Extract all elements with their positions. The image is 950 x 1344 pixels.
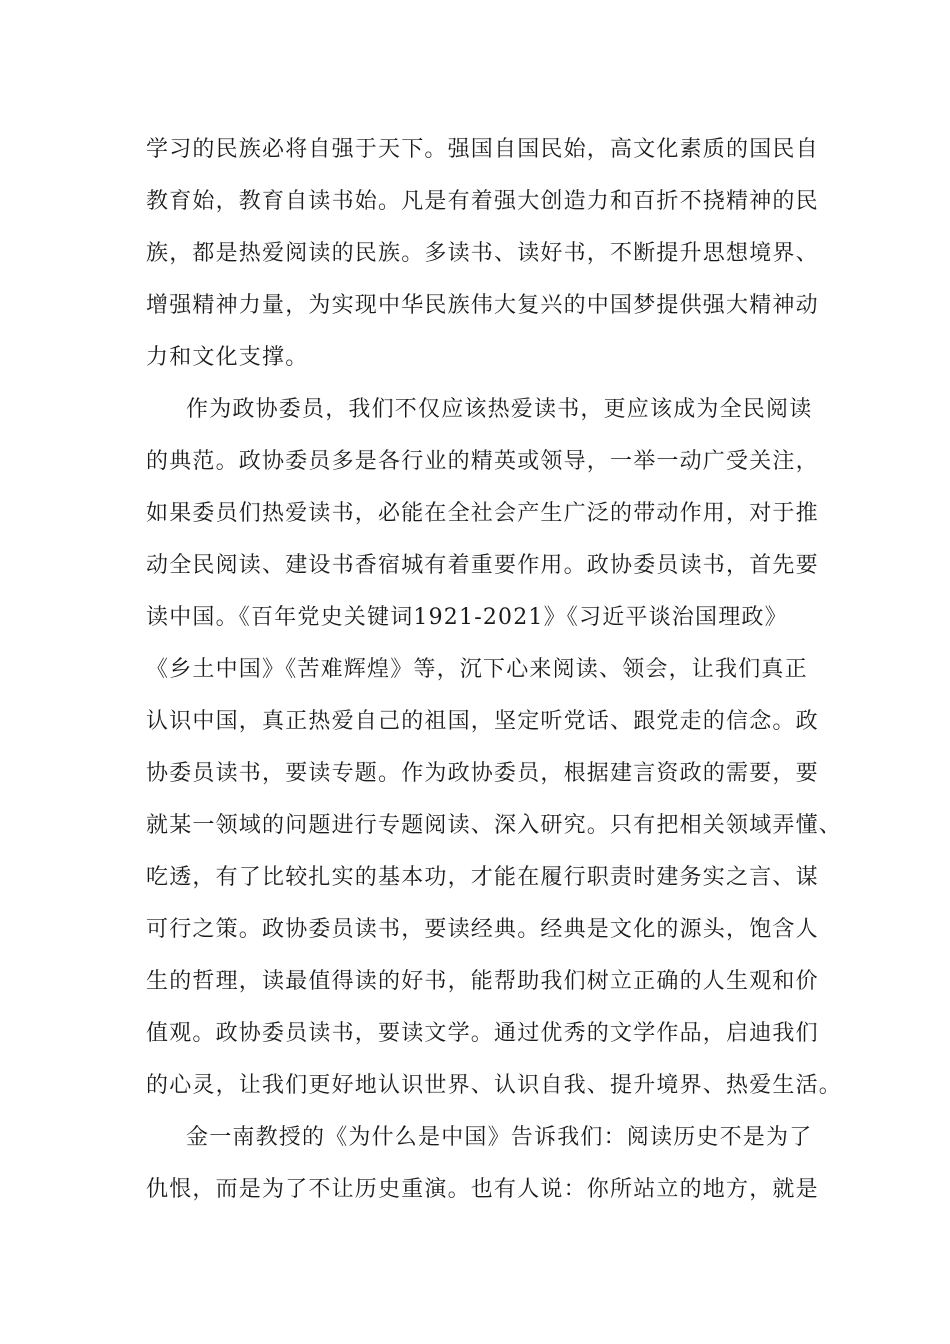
text-line: 生的哲理，读最值得读的好书，能帮助我们树立正确的人生观和价 <box>146 969 819 994</box>
paragraph-start-line: 作为政协委员，我们不仅应该热爱读书，更应该成为全民阅读 <box>186 397 813 422</box>
text-line: 《乡土中国》《苦难辉煌》等，沉下心来阅读、领会，让我们真正 <box>146 657 808 682</box>
text-line: 读中国。《百年党史关键词1921-2021》《习近平谈治国理政》 <box>146 605 788 630</box>
text-line: 动全民阅读、建设书香宿城有着重要作用。政协委员读书，首先要 <box>146 553 819 578</box>
text-line: 吃透，有了比较扎实的基本功，才能在履行职责时建务实之言、谋 <box>146 865 819 890</box>
text-line: 的心灵，让我们更好地认识世界、认识自我、提升境界、热爱生活。 <box>146 1073 843 1098</box>
text-line: 协委员读书，要读专题。作为政协委员，根据建言资政的需要，要 <box>146 761 819 786</box>
paragraph-start-line: 金一南教授的《为什么是中国》告诉我们：阅读历史不是为了 <box>186 1125 813 1150</box>
text-line: 仇恨，而是为了不让历史重演。也有人说：你所站立的地方，就是 <box>146 1177 819 1202</box>
text-line: 力和文化支撑。 <box>146 345 309 370</box>
text-line: 学习的民族必将自强于天下。强国自国民始，高文化素质的国民自 <box>146 137 819 162</box>
text-line: 教育始，教育自读书始。凡是有着强大创造力和百折不挠精神的民 <box>146 189 819 214</box>
text-line: 可行之策。政协委员读书，要读经典。经典是文化的源头，饱含人 <box>146 917 819 942</box>
text-line: 增强精神力量，为实现中华民族伟大复兴的中国梦提供强大精神动 <box>146 293 819 318</box>
text-line: 就某一领域的问题进行专题阅读、深入研究。只有把相关领域弄懂、 <box>146 813 843 838</box>
body-text <box>146 124 843 1216</box>
text-line: 如果委员们热爱读书，必能在全社会产生广泛的带动作用，对于推 <box>146 501 819 526</box>
text-line: 值观。政协委员读书，要读文学。通过优秀的文学作品，启迪我们 <box>146 1021 819 1046</box>
text-line: 的典范。政协委员多是各行业的精英或领导，一举一动广受关注， <box>146 449 819 474</box>
text-line: 认识中国，真正热爱自己的祖国，坚定听党话、跟党走的信念。政 <box>146 709 819 734</box>
text-line: 族，都是热爱阅读的民族。多读书、读好书，不断提升思想境界、 <box>146 241 819 266</box>
